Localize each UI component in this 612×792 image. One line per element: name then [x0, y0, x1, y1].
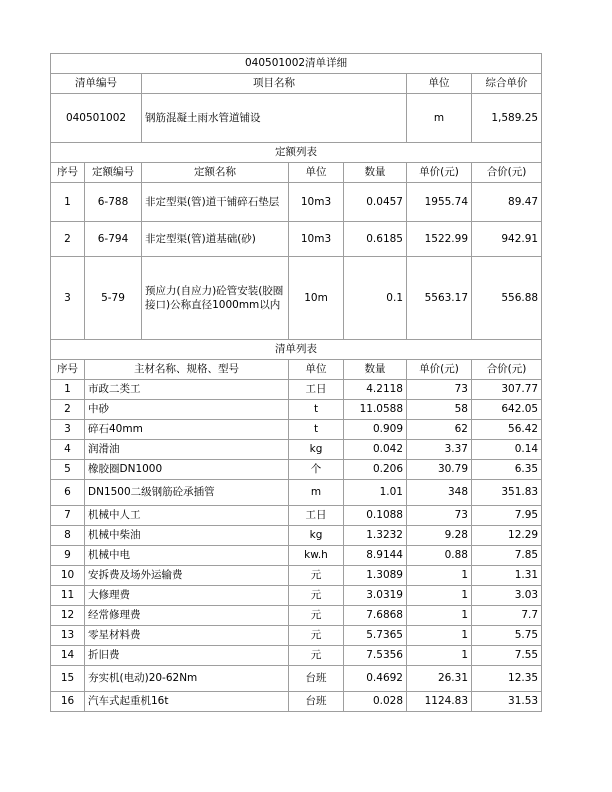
quota-row — [51, 257, 542, 340]
material-qty: 0.028 — [344, 692, 407, 712]
quota-qty: 0.1 — [344, 257, 407, 340]
material-name: 折旧费 — [85, 646, 289, 666]
material-no: 15 — [51, 666, 85, 692]
material-name: 碎石40mm — [85, 420, 289, 440]
item-row — [51, 94, 542, 143]
material-row — [51, 440, 542, 460]
material-unit: kg — [289, 440, 344, 460]
quota-header-row — [51, 163, 542, 183]
material-no: 4 — [51, 440, 85, 460]
material-price: 1 — [407, 626, 472, 646]
material-unit: 元 — [289, 586, 344, 606]
material-price: 0.88 — [407, 546, 472, 566]
material-name: 中砂 — [85, 400, 289, 420]
quota-col-name: 定额名称 — [142, 163, 289, 183]
material-total: 307.77 — [472, 380, 542, 400]
material-name: 夯实机(电动)20-62Nm — [85, 666, 289, 692]
material-unit: kw.h — [289, 546, 344, 566]
material-total: 5.75 — [472, 626, 542, 646]
material-price: 1 — [407, 606, 472, 626]
material-name: 市政二类工 — [85, 380, 289, 400]
item-code-header: 清单编号 — [51, 74, 142, 94]
material-price: 58 — [407, 400, 472, 420]
material-price: 62 — [407, 420, 472, 440]
quota-col-qty: 数量 — [344, 163, 407, 183]
quota-price: 5563.17 — [407, 257, 472, 340]
material-price: 73 — [407, 380, 472, 400]
item-name-header: 项目名称 — [142, 74, 407, 94]
material-qty: 11.0588 — [344, 400, 407, 420]
material-row — [51, 460, 542, 480]
material-name: 经常修理费 — [85, 606, 289, 626]
material-no: 6 — [51, 480, 85, 506]
material-row — [51, 400, 542, 420]
material-qty: 1.01 — [344, 480, 407, 506]
material-price: 1 — [407, 566, 472, 586]
item-unit-header: 单位 — [407, 74, 472, 94]
material-qty: 0.909 — [344, 420, 407, 440]
quota-unit: 10m3 — [289, 222, 344, 257]
material-qty: 7.5356 — [344, 646, 407, 666]
material-no: 9 — [51, 546, 85, 566]
material-no: 12 — [51, 606, 85, 626]
material-qty: 0.4692 — [344, 666, 407, 692]
material-total: 7.7 — [472, 606, 542, 626]
item-price: 1,589.25 — [472, 94, 542, 143]
material-total: 7.95 — [472, 506, 542, 526]
material-price: 73 — [407, 506, 472, 526]
quota-code: 6-794 — [85, 222, 142, 257]
material-name: 零星材料费 — [85, 626, 289, 646]
material-unit: kg — [289, 526, 344, 546]
quota-unit: 10m — [289, 257, 344, 340]
material-row — [51, 480, 542, 506]
material-col-total: 合价(元) — [472, 360, 542, 380]
material-total: 31.53 — [472, 692, 542, 712]
quota-col-no: 序号 — [51, 163, 85, 183]
material-price: 1 — [407, 586, 472, 606]
material-name: 机械中柴油 — [85, 526, 289, 546]
material-qty: 5.7365 — [344, 626, 407, 646]
material-name: DN1500二级钢筋砼承插管 — [85, 480, 289, 506]
material-row — [51, 566, 542, 586]
quota-name: 非定型渠(管)道干铺碎石垫层 — [142, 183, 289, 222]
item-price-header: 综合单价 — [472, 74, 542, 94]
material-qty: 0.042 — [344, 440, 407, 460]
quota-code: 5-79 — [85, 257, 142, 340]
material-unit: t — [289, 420, 344, 440]
material-col-qty: 数量 — [344, 360, 407, 380]
material-no: 14 — [51, 646, 85, 666]
material-row — [51, 692, 542, 712]
material-name: 机械中电 — [85, 546, 289, 566]
material-row — [51, 506, 542, 526]
material-name: 橡胶圈DN1000 — [85, 460, 289, 480]
material-unit: 元 — [289, 566, 344, 586]
quota-row — [51, 183, 542, 222]
material-name: 汽车式起重机16t — [85, 692, 289, 712]
material-price: 30.79 — [407, 460, 472, 480]
material-total: 6.35 — [472, 460, 542, 480]
material-col-no: 序号 — [51, 360, 85, 380]
material-no: 5 — [51, 460, 85, 480]
sheet-title: 040501002清单详细 — [51, 54, 542, 74]
quota-col-code: 定额编号 — [85, 163, 142, 183]
material-total: 12.35 — [472, 666, 542, 692]
material-no: 10 — [51, 566, 85, 586]
quota-total: 942.91 — [472, 222, 542, 257]
material-qty: 1.3089 — [344, 566, 407, 586]
quota-code: 6-788 — [85, 183, 142, 222]
material-total: 351.83 — [472, 480, 542, 506]
material-price: 1124.83 — [407, 692, 472, 712]
material-qty: 0.1088 — [344, 506, 407, 526]
quota-col-total: 合价(元) — [472, 163, 542, 183]
material-total: 7.55 — [472, 646, 542, 666]
material-name: 大修理费 — [85, 586, 289, 606]
material-unit: 个 — [289, 460, 344, 480]
quota-section-title: 定额列表 — [51, 143, 542, 163]
material-row — [51, 546, 542, 566]
material-no: 8 — [51, 526, 85, 546]
quota-qty: 0.6185 — [344, 222, 407, 257]
material-total: 7.85 — [472, 546, 542, 566]
material-total: 56.42 — [472, 420, 542, 440]
material-total: 0.14 — [472, 440, 542, 460]
quota-no: 2 — [51, 222, 85, 257]
material-row — [51, 526, 542, 546]
material-qty: 4.2118 — [344, 380, 407, 400]
bill-detail-table — [50, 53, 542, 712]
material-no: 2 — [51, 400, 85, 420]
material-col-name: 主材名称、规格、型号 — [85, 360, 289, 380]
quota-qty: 0.0457 — [344, 183, 407, 222]
material-row — [51, 586, 542, 606]
quota-total: 556.88 — [472, 257, 542, 340]
quota-name: 预应力(自应力)砼管安装(胶圈接口)公称直径1000mm以内 — [142, 257, 289, 340]
material-unit: 元 — [289, 626, 344, 646]
material-total: 12.29 — [472, 526, 542, 546]
material-price: 26.31 — [407, 666, 472, 692]
material-name: 安拆费及场外运输费 — [85, 566, 289, 586]
material-row — [51, 380, 542, 400]
material-no: 11 — [51, 586, 85, 606]
material-qty: 3.0319 — [344, 586, 407, 606]
material-unit: 元 — [289, 606, 344, 626]
material-row — [51, 626, 542, 646]
material-unit: 工日 — [289, 506, 344, 526]
quota-price: 1955.74 — [407, 183, 472, 222]
material-col-price: 单价(元) — [407, 360, 472, 380]
item-name: 钢筋混凝土雨水管道铺设 — [142, 94, 407, 143]
material-price: 1 — [407, 646, 472, 666]
material-no: 1 — [51, 380, 85, 400]
material-qty: 7.6868 — [344, 606, 407, 626]
quota-unit: 10m3 — [289, 183, 344, 222]
material-no: 13 — [51, 626, 85, 646]
material-no: 7 — [51, 506, 85, 526]
material-total: 1.31 — [472, 566, 542, 586]
material-qty: 1.3232 — [344, 526, 407, 546]
quota-no: 1 — [51, 183, 85, 222]
material-no: 3 — [51, 420, 85, 440]
material-unit: t — [289, 400, 344, 420]
material-price: 3.37 — [407, 440, 472, 460]
material-price: 9.28 — [407, 526, 472, 546]
material-name: 润滑油 — [85, 440, 289, 460]
material-row — [51, 420, 542, 440]
quota-name: 非定型渠(管)道基础(砂) — [142, 222, 289, 257]
material-unit: 台班 — [289, 666, 344, 692]
material-qty: 8.9144 — [344, 546, 407, 566]
material-total: 642.05 — [472, 400, 542, 420]
material-price: 348 — [407, 480, 472, 506]
item-header-row — [51, 74, 542, 94]
material-row — [51, 606, 542, 626]
material-unit: 工日 — [289, 380, 344, 400]
material-qty: 0.206 — [344, 460, 407, 480]
quota-row — [51, 222, 542, 257]
bill-detail-sheet — [50, 53, 541, 712]
material-name: 机械中人工 — [85, 506, 289, 526]
material-header-row — [51, 360, 542, 380]
item-unit: m — [407, 94, 472, 143]
quota-price: 1522.99 — [407, 222, 472, 257]
material-col-unit: 单位 — [289, 360, 344, 380]
material-unit: 台班 — [289, 692, 344, 712]
item-code: 040501002 — [51, 94, 142, 143]
material-section-title: 清单列表 — [51, 340, 542, 360]
material-unit: m — [289, 480, 344, 506]
quota-col-unit: 单位 — [289, 163, 344, 183]
material-row — [51, 646, 542, 666]
material-total: 3.03 — [472, 586, 542, 606]
quota-no: 3 — [51, 257, 85, 340]
quota-col-price: 单价(元) — [407, 163, 472, 183]
quota-total: 89.47 — [472, 183, 542, 222]
material-row — [51, 666, 542, 692]
material-no: 16 — [51, 692, 85, 712]
material-unit: 元 — [289, 646, 344, 666]
